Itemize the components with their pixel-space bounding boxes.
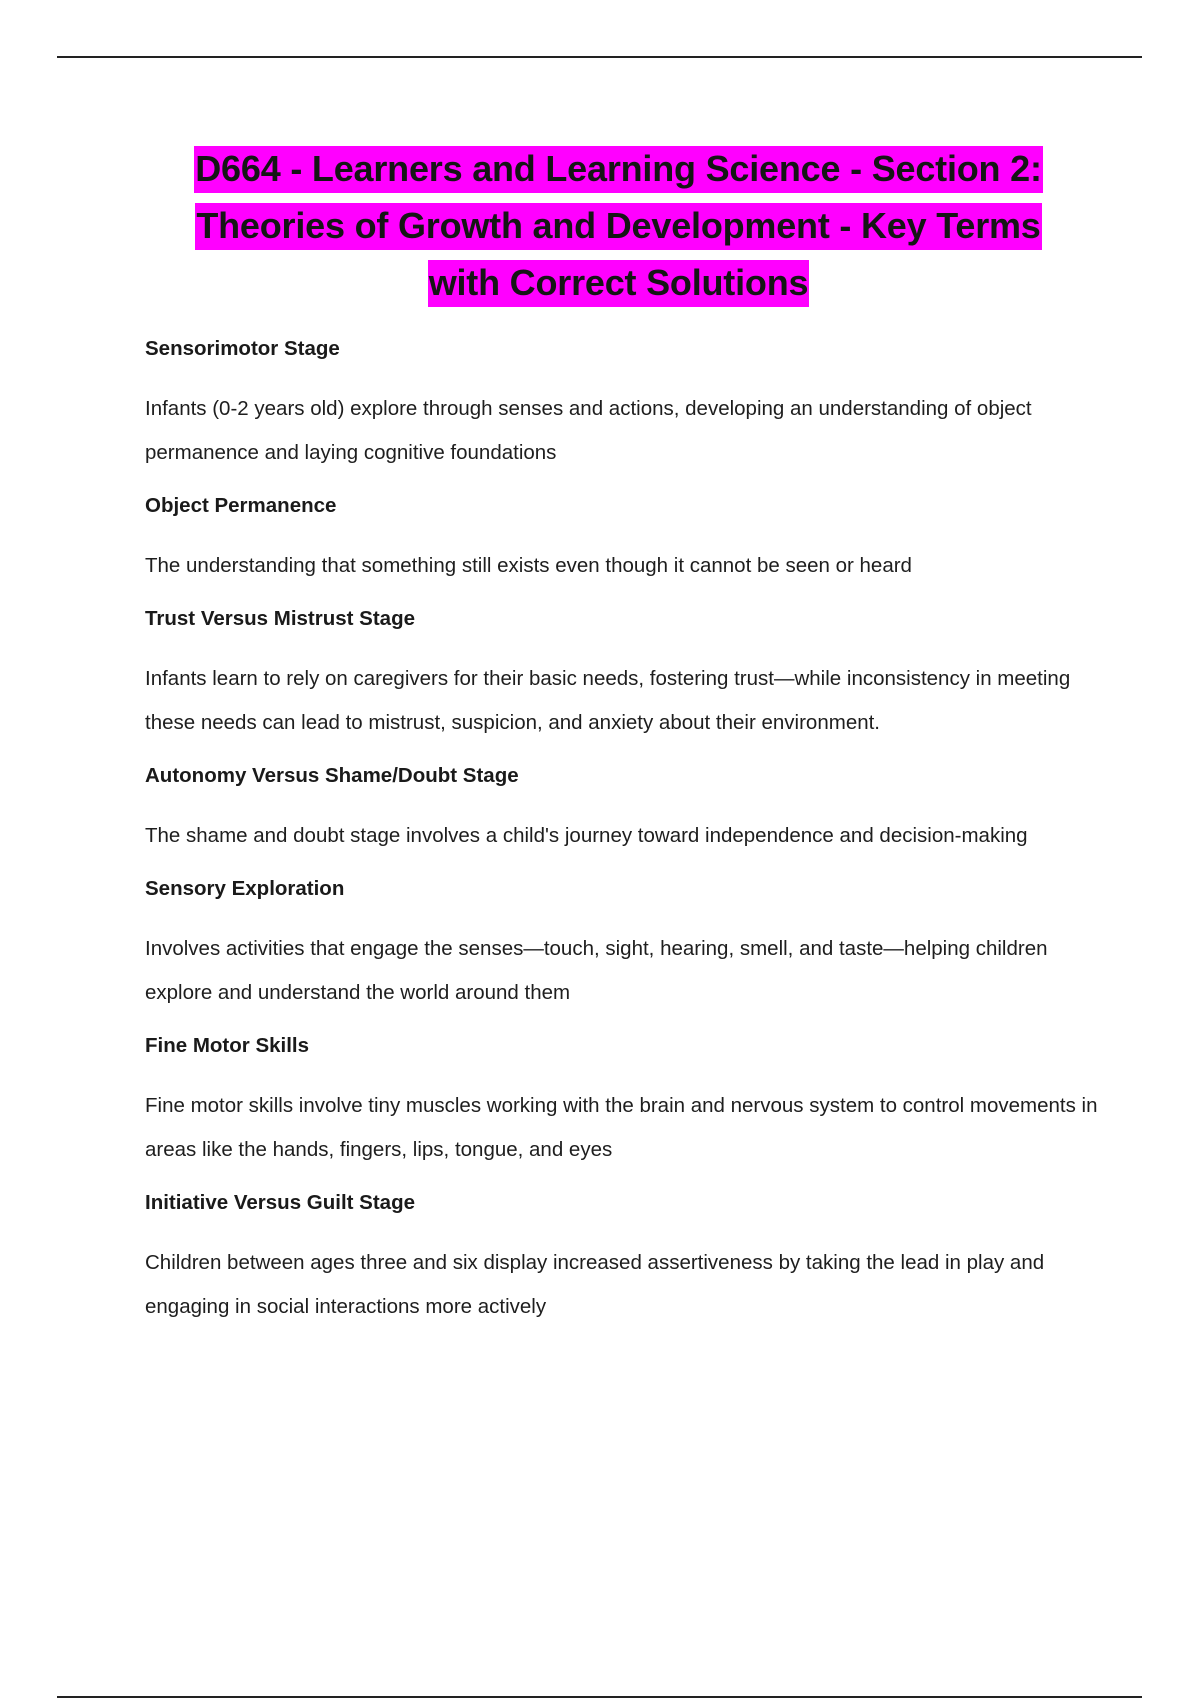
term-definition: The shame and doubt stage involves a child's journey toward independence and decision-making: [145, 824, 1028, 847]
term-entry-trust-versus-mistrust: [145, 604, 1105, 745]
title-highlight-line-2: Theories of Growth and Development - Key Terms: [195, 203, 1041, 250]
term-heading: Sensory Exploration: [145, 877, 345, 900]
term-heading: Autonomy Versus Shame/Doubt Stage: [145, 764, 519, 787]
term-heading: Fine Motor Skills: [145, 1034, 310, 1057]
title-highlight-line-1: D664 - Learners and Learning Science - Section 2:: [194, 146, 1042, 193]
term-definition: Fine motor skills involve tiny muscles working with the brain and nervous system to control movements in areas like the hands, fingers, lips, tongue, and eyes: [145, 1094, 1098, 1161]
term-definition: Infants learn to rely on caregivers for their basic needs, fostering trust—while inconsistency in meeting these needs can lead to mistrust, suspicion, and anxiety about their environment.: [145, 667, 1071, 734]
document-title: [120, 140, 1117, 311]
term-entry-sensory-exploration: [145, 874, 1105, 1015]
term-entry-sensorimotor-stage: [145, 334, 1105, 475]
header-rule: [57, 56, 1142, 58]
term-entry-autonomy-versus-shame-doubt: [145, 761, 1105, 858]
term-definition: The understanding that something still exists even though it cannot be seen or heard: [145, 554, 912, 577]
term-entry-object-permanence: [145, 491, 1105, 588]
term-entry-fine-motor-skills: [145, 1031, 1105, 1172]
footer-rule: [57, 1696, 1142, 1698]
term-heading: Initiative Versus Guilt Stage: [145, 1191, 416, 1214]
term-heading: Trust Versus Mistrust Stage: [145, 607, 416, 630]
term-definition: Involves activities that engage the senses—touch, sight, hearing, smell, and taste—helping children explore and understand the world around them: [145, 937, 1048, 1004]
term-definition: Children between ages three and six display increased assertiveness by taking the lead in play and engaging in social interactions more actively: [145, 1251, 1045, 1318]
term-entry-initiative-versus-guilt: [145, 1188, 1105, 1329]
term-heading: Object Permanence: [145, 494, 337, 517]
term-definition: Infants (0-2 years old) explore through senses and actions, developing an understanding of object permanence and laying cognitive foundations: [145, 397, 1032, 464]
key-terms-list: [145, 334, 1105, 1345]
title-highlight-line-3: with Correct Solutions: [428, 260, 810, 307]
term-heading: Sensorimotor Stage: [145, 337, 340, 360]
